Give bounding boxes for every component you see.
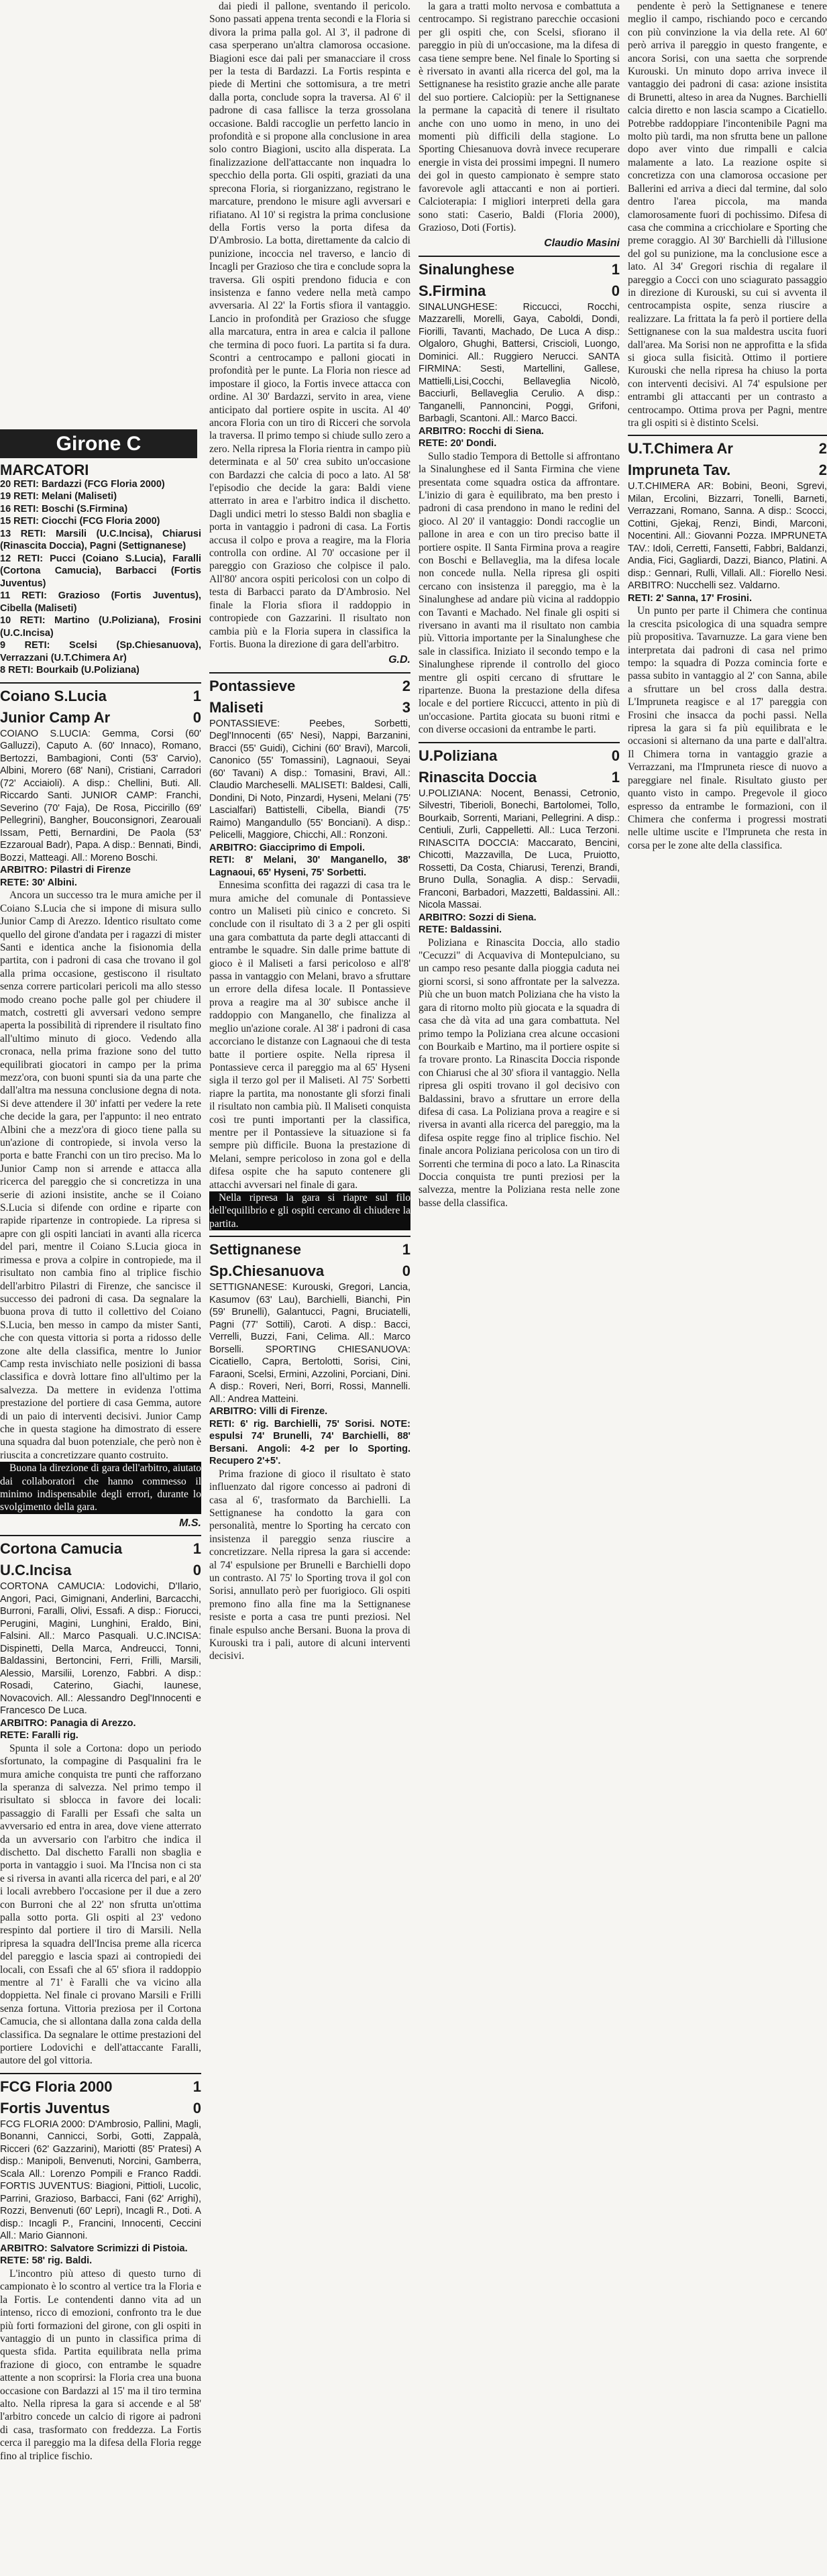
scorer-line: 15 RETI: Ciocchi (FCG Floria 2000) <box>0 516 160 527</box>
match-header <box>419 769 620 786</box>
highlighted-paragraph: Buona la direzione di gara dell'arbitro, aiutato dai collaboratori che hanno commesso il minimo indispensabile degli errori, durante lo svolgimento della gara. <box>0 1462 201 1513</box>
home-team: Sinalunghese <box>419 260 515 278</box>
scorer-line: 11 RETI: Grazioso (Fortis Juventus), Cibella (Maliseti) <box>0 590 201 614</box>
column-4 <box>628 0 827 2576</box>
home-team: Pontassieve <box>209 677 296 694</box>
match-report: Sullo stadio Tempora di Bettolle si affrontano la Sinalunghese ed il Santa Firmina che viene presentata come squadra ostica da affrontare. L'inizio di gara è equilibrato, ma ben presto i padroni di casa prendono in mano le redini del gioco. Al 20' il vantaggio: Dondi raccoglie un pallone in area e con un tiro preciso batte il portiere ospite. Il Santa Firmina prova a reagire con Boschi e Bellaveglia, ma la difesa locale non concede nulla. Nella ripresa gli ospiti cercano con insistenza il pareggio, ma è la Sinalunghese ad andare più vicina al raddoppio con Tavanti e Machado. Nel finale gli ospiti si riversano in avanti ma il risultato non cambia più. Vittoria importante per la Sinalunghese che sale in classifica. Iniziato il secondo tempo e la Sinalunghese riprende il controllo del gioco mentre gli ospiti cercano di sfruttare le ripartenze. Buona la prestazione della difesa locale e del portiere Riccucci, attento in più di un'occasione. Partita giocata su buoni ritmi e con diverse occasioni da entrambe le parti. <box>419 450 620 736</box>
referee: ARBITRO: Villi di Firenze. <box>209 1406 328 1417</box>
scorer-line: 10 RETI: Martino (U.Poliziana), Frosini (U.C.Incisa) <box>0 615 201 639</box>
goals: RETE: Faralli rig. <box>0 1730 78 1741</box>
home-score: 0 <box>611 747 620 764</box>
away-score: 1 <box>611 768 620 786</box>
match-header <box>0 1562 201 1579</box>
scorer-line: 9 RETI: Scelsi (Sp.Chiesanuova), Verrazzani (U.T.Chimera Ar) <box>0 640 201 663</box>
goals: RETE: 20' Dondi. <box>419 438 497 449</box>
divider <box>209 672 410 674</box>
lineups: SETTIGNANESE: Kurouski, Gregori, Lancia, Kasumov (63' Lau), Barchielli, Bianchi, Pin (59' Brunelli), Galantucci, Pagni, Bruciatelli, Pagni (77' Sottili), Caroti. A disp.: Bacci, Verrelli, Buzzi, Fani, Celima. All.: Marco Borselli. SPORTING CHIESANUOVA: Cicatiello, Capra, Bertolotti, Sorisi, Cini, Faraoni, Scelsi, Ermini, Azzolini, Porciani, Dini. A disp.: Roveri, Neri, Borri, Rossi, Mannelli. All.: Andrea Matteini. <box>209 1282 410 1405</box>
match-header <box>209 1241 410 1258</box>
match-header <box>0 688 201 705</box>
goals: RETI: 8' Melani, 30' Manganello, 38' Lagnaoui, 65' Hyseni, 75' Sorbetti. <box>209 855 410 878</box>
divider <box>0 2073 201 2074</box>
lineups: FCG FLORIA 2000: D'Ambrosio, Pallini, Magli, Bonanni, Cannicci, Sorbi, Gotti, Zappalà, Ricceri (62' Gazzarini), Mariotti (85' Pratesi) A disp.: Manipoli, Benvenuti, Norcini, Gamberra, Scala All.: Lorenzo Pompili e Franco Raddi. FORTIS JUVENTUS: Biagioni, Pittioli, Lucolic, Parrini, Grazioso, Barbacci, Fani (62' Arrighi), Rozzi, Benvenuti (60' Lepri), Incagli R., Doti. A disp.: Incagli P., Francini, Innocenti, Ceccini All.: Mario Giannoni. <box>0 2118 201 2242</box>
match-settignanese-chiesanuova <box>209 1241 410 1663</box>
column-1 <box>0 0 201 2576</box>
goals: RETE: Baldassini. <box>419 924 502 936</box>
match-report: Un punto per parte il Chimera che continua la crescita psicologica di una squadra sempre più propositiva. Tavarnuzze. La gara viene ben interpretata dai padroni di casa nel primo tempo: la squadra di Pozza comincia forte e passa subito in vantaggio al 2' con Sanna, abile a sfruttare un bel cross dalla destra. L'Impruneta reagisce e al 17' pareggia con Frosini che insacca da pochi passi. Nella ripresa la gara si fa più equilibrata e le occasioni si alternano da una parte e dall'altra. Il Chimera torna in vantaggio grazie a Verrazzani, ma l'Impruneta riesce di nuovo a pareggiare nel finale. Risultato giusto per quanto visto in campo. Pregevole il gioco espresso da entrambe le formazioni, con il Chimera che conferma i progressi mostrati nelle ultime uscite e l'Impruneta che resta in corsa per le zone alte della classifica. <box>628 605 827 851</box>
referee: ARBITRO: Pilastri di Firenze <box>0 865 131 876</box>
referee: ARBITRO: Panagia di Arezzo. <box>0 1717 136 1729</box>
away-team: Sp.Chiesanuova <box>209 1263 325 1280</box>
referee: ARBITRO: Giacciprimo di Empoli. <box>209 842 366 853</box>
goals: RETI: 2' Sanna, 17' Frosini. <box>628 592 752 604</box>
divider <box>0 1535 201 1536</box>
lineups: U.T.CHIMERA AR: Bobini, Beoni, Sgrevi, Milan, Ercolini, Bizzarri, Tonelli, Barneti, Verrazzani, Romano, Sanna. A disp.: Scocci, Cottini, Gjekaj, Renzi, Bindi, Marconi, Nocentini. All.: Giovanni Pozza. IMPRUNETA TAV.: Idoli, Cerretti, Fansetti, Fabbri, Baldanzi, Andia, Fici, Gagliardi, Dazzi, Bianco, Platini. A disp.: Gennari, Rulli, Villali. All.: Fiorello Nesi. ARBITRO: Nucchelli sez. Valdarno. <box>628 481 827 592</box>
report-continuation: la gara a tratti molto nervosa e combattuta a centrocampo. Si registrano parecchie occasioni per gli ospiti che, con Scelsi, sfiorano il pareggio in più di un'occasione, ma la difesa di casa tiene sempre bene. Nel finale lo Sporting si è riversato in avanti alla ricerca del gol, ma la Settignanese ha resistito grazie anche alle parate del suo portiere. Calciopiù: per la Settignanese la permane la capacità di tenere il risultato anche con uno uomo in meno, in uno dei momenti più difficili della stagione. Lo Sporting Chiesanuova dovrà invece recuperare energie in vista dei prossimi impegni. Il numero dei gol in questo campionato è sempre stato favorevole agli attaccanti e non ai portieri. Calcioterapia: I migliori interpreti della gara sono stati: Caserio, Baldi (Floria 2000), Grazioso, Doti (Fortis). <box>419 1 620 233</box>
lineups: U.POLIZIANA: Nocent, Benassi, Cetronio, Silvestri, Tiberioli, Bonechi, Bartolomei, Tollo, Bourkaib, Sorrenti, Mariani, Pellegrini. A disp.: Centiuli, Zurli, Cappelletti. All.: Luca Terzoni. RINASCITA DOCCIA: Maccarato, Bencini, Chicotti, Mazzavilla, De Luca, Pruiotto, Rossetti, Da Costa, Chiarusi, Terenzi, Brandi, Bruno Dulla, Sonaglia. A disp.: Servadii, Franconi, Barbadori, Mazzetti, Baldassini. All.: Nicola Massai. <box>419 788 620 911</box>
home-score: 1 <box>192 1540 201 1558</box>
match-report: L'incontro più atteso di questo turno di campionato è lo scontro al vertice tra la Floria e la Fortis. Le contendenti danno vita ad un intenso, ricco di emozioni, confronto tra le due più forti formazioni del girone, con gli ospiti in vantaggio di un punto in classifica prima di questa sfida. Partita equilibrata nella prima frazione di gioco, con entrambe le squadre attente a non scoprirsi: la Floria crea una buona occasione con Bardazzi al 15' ma il tiro termina alto. Nella ripresa la gara si accende e al 58' l'arbitro concede un calcio di rigore ai padroni di casa, trasformato con freddezza. La Fortis cerca il pareggio ma la difesa della Floria regge fino al triplice fischio. <box>0 2267 201 2462</box>
away-team: Fortis Juventus <box>0 2099 110 2116</box>
lineups: SINALUNGHESE: Riccucci, Rocchi, Mazzarelli, Morelli, Gaya, Caboldi, Dondi, Fiorilli, Tavanti, Machado, De Luca A disp.: Olgaloro, Ghughi, Battersi, Criscioli, Luongo, Dominici. All.: Ruggiero Nerucci. SANTA FIRMINA: Sesti, Martellini, Gallese, Mattielli,Lisi,Cocchi, Bellaveglia Nicolò, Bacciurli, Bellaveglia Cerulio. A disp.: Tanganelli, Pannoncini, Poggi, Grifoni, Barbagli, Scantoni. All.: Marco Bacci. <box>419 301 620 425</box>
lineups: PONTASSIEVE: Peebes, Sorbetti, Degl'Innocenti (65' Nesi), Nappi, Barzanini, Bracci (55' Guidi), Cichini (60' Bravi), Marcoli, Canonico (55' Tomassini), Lagnaoui, Seyai (60' Tavani) A disp.: Tomasini, Bravi, All.: Claudio Marcheselli. MALISETI: Baldesi, Calli, Dondini, Di Noto, Pinzardi, Hyseni, Melani (75' Lascialfari) Battistelli, Cibella, Biandi (75' Raimo) Mangandullo (55' Bonciani). A disp.: Pelicelli, Maggiore, Chicchi, All.: Ronzoni. <box>209 718 410 841</box>
scorer-line: 13 RETI: Marsili (U.C.Incisa), Chiarusi (Rinascita Doccia), Pagni (Settignanese) <box>0 528 201 552</box>
away-score: 0 <box>192 2099 201 2116</box>
away-team: Impruneta Tav. <box>628 462 731 479</box>
match-header <box>419 261 620 278</box>
match-sinalunghese-firmina <box>419 261 620 737</box>
away-team: S.Firmina <box>419 282 486 299</box>
marcatori-title: MARCATORI <box>0 462 89 479</box>
home-team: Coiano S.Lucia <box>0 687 107 704</box>
author: G.D. <box>388 654 410 666</box>
match-report: Ennesima sconfitta dei ragazzi di casa tra le mura amiche del comunale di Pontassieve contro un Maliseti più cinico e concreto. Si conclude con il risultato di 3 a 2 per gli ospiti una gara combattuta da parte degli attaccanti di entrambe le squadre. Sin dalle prime battute di gioco è il Maliseti a farsi pericoloso e all'8' passa in vantaggio con Melani, bravo a sfruttare un errore della difesa locale. Il Pontassieve prova a reagire ma al 30' subisce anche il raddoppio con Manganello, che finalizza al meglio un'azione corale. Al 38' i padroni di casa accorciano le distanze con Lagnaoui che di testa batte il portiere ospite. Nella ripresa il Pontassieve cerca il pareggio ma al 65' Hyseni sigla il terzo gol per il Maliseti. Al 75' Sorbetti riapre la partita, ma nonostante gli sforzi finali il risultato non cambia più. Il Maliseti conquista così tre punti importanti per la classifica, mentre per il Pontassieve la situazione si fa sempre più difficile. Buona la prestazione di Melani, sempre pericoloso in zona gol e della difesa ospite che ha saputo contenere gli attacchi avversari nel finale di gara. <box>209 879 410 1191</box>
home-score: 1 <box>192 687 201 704</box>
home-team: U.Poliziana <box>419 747 498 764</box>
column-3 <box>419 0 620 2576</box>
home-score: 1 <box>192 2078 201 2095</box>
match-header <box>209 699 410 716</box>
match-poliziana-doccia <box>419 747 620 1210</box>
match-header <box>209 1263 410 1280</box>
away-team: Maliseti <box>209 698 264 716</box>
divider <box>0 682 201 684</box>
divider <box>419 742 620 743</box>
referee: ARBITRO: Sozzi di Siena. <box>419 912 537 923</box>
away-score: 3 <box>402 698 410 716</box>
match-coiano-junior <box>0 688 201 1529</box>
match-chimera-impruneta <box>628 440 827 852</box>
match-header <box>0 1540 201 1558</box>
match-header <box>628 440 827 458</box>
home-score: 2 <box>818 440 827 458</box>
author: Claudio Masini <box>544 237 620 250</box>
away-team: U.C.Incisa <box>0 1562 72 1579</box>
home-score: 2 <box>402 677 410 694</box>
author: M.S. <box>179 1517 201 1529</box>
scorer-line: 20 RETI: Bardazzi (FCG Floria 2000) <box>0 478 165 490</box>
highlighted-paragraph: Nella ripresa la gara si riapre sul filo dell'equilibrio e gli ospiti cercano di chiudere la partita. <box>209 1191 410 1230</box>
match-header <box>0 2100 201 2117</box>
match-report: Poliziana e Rinascita Doccia, allo stadio "Cecuzzi" di Acquaviva di Montepulciano, su un campo reso pesante dalla pioggia caduta nei giorni scorsi, si sono affrontate per la salvezza. Più che un buon match Poliziana che ha visto la gara di ritorno molto più giocata e la squadra di casa che dà vita ad una gara combattuta. Nel primo tempo la Poliziana crea alcune occasioni con Bourkaib e Martino, ma il portiere ospite si fa trovare pronto. La Rinascita Doccia risponde con Chiarusi che al 30' sfiora il vantaggio. Nella ripresa gli ospiti trovano il gol decisivo con Baldassini, bravo a sfruttare un errore della difesa di casa. La Poliziana prova a reagire e si riversa in avanti alla ricerca del pareggio, ma la difesa ospite regge fino al triplice fischio. Nel finale ancora Poliziana pericolosa con un tiro di Sorrenti che termina di poco a lato. La Rinascita Doccia conquista tre punti preziosi per la salvezza, mentre la Poliziana resta nelle zone basse della classifica. <box>419 936 620 1209</box>
scorer-line: 12 RETI: Pucci (Coiano S.Lucia), Faralli (Cortona Camucia), Barbacci (Fortis Juventus) <box>0 553 201 589</box>
home-score: 1 <box>402 1241 410 1258</box>
match-cortona-incisa <box>0 1540 201 2068</box>
home-team: Cortona Camucia <box>0 1540 123 1558</box>
away-team: Rinascita Doccia <box>419 768 537 786</box>
away-team: Junior Camp Ar <box>0 708 111 726</box>
away-score: 0 <box>192 1562 201 1579</box>
home-team: FCG Floria 2000 <box>0 2078 113 2095</box>
match-floria-fortis <box>0 2078 201 2463</box>
lineups: CORTONA CAMUCIA: Lodovichi, D'Ilario, Angori, Paci, Gimignani, Anderlini, Barcacchi, Burroni, Faralli, Olivi, Essafi. A disp.: Fiorucci, Perugini, Magini, Lunghini, Eraldo, Bini, Falsini. All.: Marco Pasquali. U.C.INCISA: Dispinetti, Della Marca, Andreucci, Tonni, Baldassini, Bertoncini, Ferri, Frilli, Marsili, Alessio, Marsilii, Lorenzo, Fabbri. A disp.: Rosadi, Caterino, Giachi, Iaunese, Novacovich. All.: Alessandro Degl'Innocenti e Francesco De Luca. <box>0 1581 201 1717</box>
home-score: 1 <box>611 260 620 278</box>
divider <box>209 1236 410 1237</box>
report-continuation: dai piedi il pallone, sventando il pericolo. Sono passati appena trenta secondi e la Floria si divora la prima palla gol. Al 3', il padrone di casa sperperano un'altra clamorosa occasione. Biagioni esce dai pali per smanacciare il cross per la testa di Bardazzi. La Fortis respinta e piede di Mertini che sottomisura, a tre metri dalla porta, conclude sopra la traversa. Al 6' il padrone di casa fallisce la terza grossolana occasione. Baldi raccoglie un perfetto lancio in profondità e si propone alla conclusione in area solo contro Biagioni, uscito alla disperata. La finalizzazione dell'attaccante non inquadra lo specchio della porta. Gli ospiti, graziati da una sprecona Floria, si riorganizzano, registrano le marcature, prendono le misure agli avversari e rifiatano. Al 10' si registra la prima conclusione della Fortis verso la porta difesa da D'Ambrosio. La botta, direttamente da calcio di punizione, incoccia nel traverso, e lancio di Incagli per Grazioso che tira e conclude sopra la traversa. Gli ospiti prendono fiducia e con insistenza e fanno vedere nella metà campo avversaria. Al 22' la Fortis sfiora il vantaggio. Lancio in profondità per Grazioso che sfugge alla marcatura, entra in area e calcia il pallone che termina di poco fuori. La partita si fa dura. Scontri a centrocampo e palloni giocati in profondità per le punte. La Floria non riesce ad impostare il gioco, la Fortis invece attacca con ordine. Al 30' Bardazzi, servito in area, viene anticipato dal portiere ospite in uscita. Al 40' ancora Floria con un tiro di Ricceri che sorvola la traversa. Il primo tempo si chiude sullo zero a zero. Nella ripresa la Floria rientra in campo più determinata e al 50' crea subito un'occasione con Bardazzi che calcia di poco a lato. Al 58' l'episodio che decide la gara: Baldi viene atterrato in area e l'arbitro indica il dischetto. Dagli undici metri lo stesso Baldi non sbaglia e porta in vantaggio i padroni di casa. La Fortis accusa il colpo e prova a reagire, ma la Floria controlla con ordine. Al 70' occasione per il pareggio con Grazioso che colpisce il palo. All'80' ancora ospiti pericolosi con un colpo di testa di Barbacci parato da D'Ambrosio. Nel finale la Floria sfiora il raddoppio in contropiede con Gazzarini. Il risultato non cambia più e la Floria supera in classifica la Fortis. Buona la direzione di gara dell'arbitro. <box>209 1 410 650</box>
divider <box>628 435 827 436</box>
scorers-list <box>0 478 201 677</box>
column-2 <box>209 0 410 2576</box>
match-report: Spunta il sole a Cortona: dopo un periodo sfortunato, la compagine di Pasqualini fra le mura amiche conquista tre punti che rafforzano la speranza di salvezza. Nel primo tempo il risultato si sblocca in favore dei locali: passaggio di Faralli per Essafi che salta un avversario ed entra in area, dove viene atterrato da un avversario con l'arbitro che indica il dischetto. Dal dischetto Faralli non sbaglia e porta in vantaggio i suoi. Ma l'Incisa non ci sta e si riversa in avanti alla ricerca del pari, e al 20' i locali avrebbero l'occasione per il due a zero con Burroni che al 22' non sfrutta un'ottima palla sotto porta. Gli ospiti al 23' vedono respinto dal portiere il tiro di Marsili. Nella ripresa la squadra dell'Incisa preme alla ricerca del pareggio e lascia spazi ai contropiedi dei locali, con Essafi che al 65' sfiora il raddoppio mentre al 71' è Faralli che va vicino alla doppietta. Nel finale ci provano Marsili e Frilli senza fortuna. Vittoria preziosa per il Cortona Camucia, che si allontana dalla zona calda della classifica. Da segnalare le ottime prestazioni del portiere Lodovichi e dell'attaccante Faralli, autore del gol vittoria. <box>0 1742 201 2067</box>
match-header <box>419 747 620 765</box>
away-score: 0 <box>611 282 620 299</box>
away-score: 0 <box>192 708 201 726</box>
home-team: Settignanese <box>209 1241 301 1258</box>
away-score: 0 <box>402 1263 410 1280</box>
goals: RETE: 58' rig. Baldi. <box>0 2255 93 2267</box>
scorer-line: 19 RETI: Melani (Maliseti) <box>0 491 117 502</box>
home-team: U.T.Chimera Ar <box>628 440 733 458</box>
referee: ARBITRO: Rocchi di Siena. <box>419 425 544 437</box>
match-header <box>0 2078 201 2096</box>
match-header <box>209 678 410 695</box>
match-header <box>0 709 201 727</box>
referee: ARBITRO: Salvatore Scrimizzi di Pistoia. <box>0 2243 188 2254</box>
match-header <box>628 462 827 479</box>
divider <box>419 256 620 257</box>
match-header <box>419 282 620 300</box>
report-continuation: pendente è però la Settignanese e tenere meglio il campo, rischiando poco e cercando con più convinzione la via della rete. Al 60' però arriva il pareggio in questo frangente, e ancora Sorisi, con una saetta che sorprende Kurouski. Un minuto dopo arriva invece il vantaggio dei padroni di casa: azione insistita di Brunetti, alteso in area da Nugnes. Barchielli calcia diretto e non lascia scampo a Cicatiello. Potrebbe raddoppiare l'incontenibile Pagni ma molto più tardi, ma non sfrutta bene un pallone dopo aver vinto due rimpalli e calcia malamente a lato. La reazione ospite si concretizza con una clamorosa occasione per Ballerini ed arriva a dieci dal termine, dal solo dentro l'area piccola, ma manda clamorosamente fuori di pochissimo. Difesa di casa che commina a cricchiolare e Sporting che preme coraggio. Al 30' Barchielli dà l'illusione del gol su punizione, ma la conclusione esce a lato. Al 34' Gregori rischia di regalare il pareggio a Cocci con uno sciagurato passaggio in direzione di Kurouski, su cui si avventa il centrocampista ospite, senza riuscire a realizzare. La frittata la fa però il portiere della Settignanese con la sua maldestra uscita fuori dall'area. Ma Sorisi non ne approfitta e la sfida si gioca sulla fisicità. Ottimo il portiere Kurouski che nella ripresa ha chiuso la porta con interventi decisivi. Al 74' espulsione per entrambi gli attaccanti per un contrasto a centrocampo. Ottima prova per Pagni, mentre tra gli ospiti si è distinto Scelsi. <box>628 1 827 429</box>
match-pontassieve-maliseti <box>209 678 410 1230</box>
girone-title: Girone C <box>0 429 197 458</box>
away-score: 2 <box>818 462 827 479</box>
match-report: Prima frazione di gioco il risultato è stato influenzato dal rigore concesso ai padroni di casa al 6', trasformato da Barchielli. La Settignanese ha condotto la gara con personalità, mentre lo Sporting ha cercato con insistenza il pareggio senza riuscire a concretizzare. Nella ripresa la gara si accende: al 74' espulsione per Brunelli e Barchielli dopo un contrasto. Al 75' lo Sporting trova il gol con Sorisi, annullato però per fuorigioco. Gli ospiti premono fino alla fine ma la Settignanese resiste e porta a casa tre punti preziosi. Nel finale espulso anche Bersani. Buona la prova di Kurouski tra i pali, autore di alcuni interventi decisivi. <box>209 1468 410 1662</box>
goals: RETI: 6' rig. Barchielli, 75' Sorisi. NOTE: espulsi 74' Brunelli, 74' Barchielli, 88' Bersani. Angoli: 4-2 per lo Sporting. Recupero 2'+5'. <box>209 1418 410 1467</box>
lineups: COIANO S.LUCIA: Gemma, Corsi (60' Galluzzi), Caputo A. (60' Innaco), Romano, Bertozzi, Bambagioni, Conti (53' Carvio), Albini, Morero (68' Nani), Cristiani, Carradori (72' Acciaioli). A disp.: Chellini, Buti. All. Riccardo Santi. JUNIOR CAMP: Franchi, Severino (70' Faja), De Rosa, Piccirillo (69' Pellegrini), Bangher, Bouconsignori, Zearouali Issam, Petti, Bernardini, De Paola (53' Ezzaroual Badr), Papa. A disp.: Bennati, Bindi, Bozzi, Matteagi. All.: Moreno Boschi. <box>0 728 201 863</box>
scorer-line: 8 RETI: Bourkaib (U.Poliziana) <box>0 665 140 676</box>
match-report: Ancora un successo tra le mura amiche per il Coiano S.Lucia che si impone di misura sullo Junior Camp di Arezzo. Identico risultato come quello del girone d'andata per i ragazzi di mister Santi e identica anche la fisionomia della partita, con i padroni di casa che trovano il gol alla prima occasione, gestiscono il risultato senza correre particolari pericoli ma allo stesso modo creano poche palle gol per chiudere il match, costretti gli avversari vedono sempre aperta la possibilità di riprendere il risultato fino all'ultimo minuto di gioco. Vedendo alla cronaca, nella prima frazione sono del tutto equilibrati giocatori in campo per la prima mezz'ora, con buoni spunti sia da una parte che dall'altra ma nessuna conclusione degna di nota. Si deve attendere il 30' infatti per vedere la rete che decide la gara, per l'appunto: il neo entrato Albini che a mezz'ora di gioco tiene palla su un'azione di contropiede, si invola verso la porta e batte Franchi con un tiro preciso. Ma lo Junior Camp non si arrende e attacca alla ricerca del pareggio che si concretizza in una serie di azioni insistite, anche se il Coiano S.Lucia si difende con ordine e riparte con rapide ripartenze in contropiede. La ripresa si apre con gli ospiti lanciati in avanti alla ricerca del pari, mentre il Coiano S.Lucia gioca in rimessa e prova a colpire in contropiede, ma il risultato non cambia fino al triplice fischio dell'arbitro Pilastri di Firenze, che sancisce il successo dei padroni di casa. Da segnalare la buona prova di tutto il collettivo del Coiano S.Lucia, ben messo in campo da mister Santi, che con questa vittoria si porta a ridosso delle zone alte della classifica, mentre lo Junior Camp resta invischiato nelle posizioni di bassa classifica e dovrà lottare fino all'ultimo per la salvezza. Da mettere in evidenza l'ottima prestazione del portiere di casa Gemma, autore di un paio di interventi decisivi. Junior Camp che in questa stagione ha dimostrato di essere una squadra dal buon potenziale, che però non è riuscita a concretizzare quanto costruito. <box>0 890 201 1461</box>
scorer-line: 16 RETI: Boschi (S.Firmina) <box>0 503 128 515</box>
goals: RETE: 30' Albini. <box>0 877 77 888</box>
